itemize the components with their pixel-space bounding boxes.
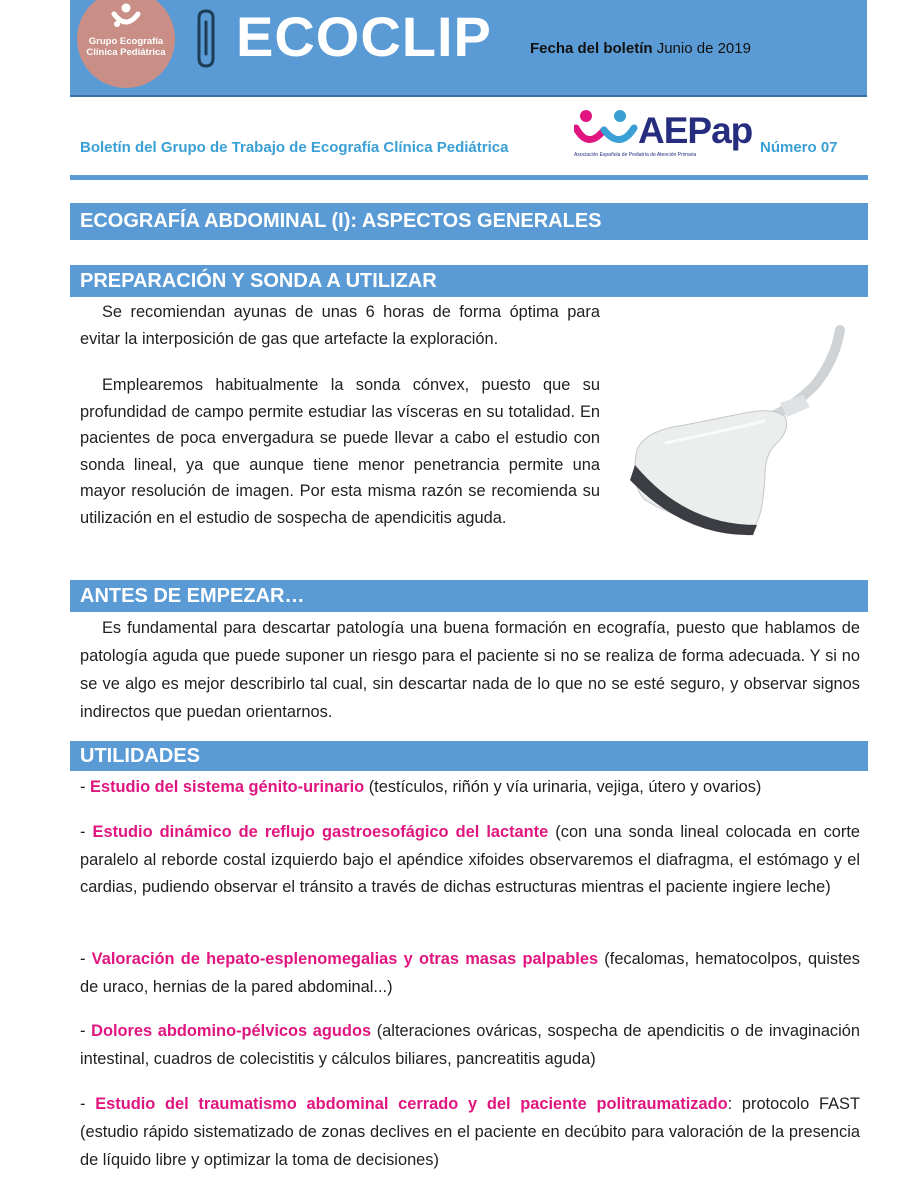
date-value: Junio de 2019: [656, 40, 751, 57]
section-heading-preparacion: PREPARACIÓN Y SONDA A UTILIZAR: [70, 265, 868, 297]
list-item: [80, 819, 860, 902]
preparacion-paragraph-1: Se recomiendan ayunas de unas 6 horas de forma óptima para evitar la interposición de gas que artefacte la exploración.: [80, 303, 600, 348]
list-item: [80, 1090, 860, 1174]
list-item: [80, 774, 860, 801]
preparacion-paragraph-2: Emplearemos habitualmente la sonda cónvex, puesto que su profundidad de campo permite estudiar las vísceras en su totalidad. En pacientes de poca envergadura se puede llevar a cabo el estudio con sonda lineal, ya que aunque tiene menor penetrancia permite una mayor resolución de imagen. Por esta misma razón se recomienda su utilización en el estudio de sospecha de apendicitis aguda.: [80, 376, 600, 527]
list-item-text: (con una sonda lineal colocada en corte paralelo al reborde costal izquierdo bajo el apéndice xifoides observaremos el diafragma, el estómago y el cardias, pudiendo observar el tránsito a través de dichas estructuras mientras el paciente ingiere leche): [80, 823, 861, 896]
list-item-title: Estudio del traumatismo abdominal cerrado y del paciente politraumatizado: [95, 1095, 728, 1113]
list-item-title: Estudio dinámico de reflujo gastroesofágico del lactante: [92, 823, 549, 841]
section-heading-utilidades: UTILIDADES: [70, 741, 868, 771]
list-item-text: : protocolo FAST (estudio rápido sistematizado de zonas declives en el paciente en decúbito para valoración de la presencia de líquido libre y optimizar la toma de decisiones): [80, 1095, 860, 1169]
list-item-dash: -: [80, 1095, 96, 1113]
newsletter-header: [70, 0, 867, 97]
group-logo-text: Grupo Ecografía Clínica Pediátrica: [86, 36, 166, 58]
aepap-tagline: Asociación Española de Pediatría de Atención Primaria: [574, 152, 697, 158]
antes-paragraph: Es fundamental para descartar patología una buena formación en ecografía, puesto que hablamos de patología aguda que puede suponer un riesgo para el paciente si no se realiza de forma adecuada. Y si no se ve algo es mejor describirlo tal cual, sin descartar nada de lo que no se esté seguro, y observar signos indirectos que puedan orientarnos.: [80, 619, 860, 721]
main-title: ECOGRAFÍA ABDOMINAL (I): ASPECTOS GENERALES: [70, 203, 868, 240]
section-heading-antes: ANTES DE EMPEZAR…: [70, 580, 868, 612]
issue-number: Número 07: [760, 139, 838, 156]
list-item: [80, 945, 860, 1001]
list-item-dash: -: [80, 823, 93, 841]
list-item: [80, 1017, 860, 1073]
aepap-logo: [574, 106, 753, 164]
newsletter-title: ECOCLIP: [236, 5, 492, 68]
list-item-text: (testículos, riñón y vía urinaria, vejiga, útero y ovarios): [364, 778, 762, 796]
aepap-wordmark: AEPap: [638, 110, 753, 151]
list-item-dash: -: [80, 950, 92, 968]
list-item-title: Dolores abdomino-pélvicos agudos: [91, 1022, 372, 1040]
date-label: Fecha del boletín: [530, 40, 653, 57]
list-item-dash: -: [80, 1022, 92, 1040]
mother-child-icon: [77, 2, 175, 32]
newsletter-date: [530, 40, 751, 57]
list-item-text: (fecalomas, hematocolpos, quistes de uraco, hernias de la pared abdominal...): [80, 950, 860, 996]
group-logo: [77, 0, 175, 88]
newsletter-subtitle: Boletín del Grupo de Trabajo de Ecografía Clínica Pediátrica: [80, 139, 509, 156]
header-divider: [70, 175, 868, 180]
list-item-dash: -: [80, 778, 91, 796]
list-item-text: (alteraciones ováricas, sospecha de apendicitis o de invaginación intestinal, cuadros de colecistitis y cálculos biliares, pancreatitis aguda): [80, 1022, 860, 1068]
aepap-figures-icon: [574, 106, 644, 152]
list-item-title: Estudio del sistema génito-urinario: [90, 778, 365, 796]
convex-probe-image: [625, 325, 855, 545]
paperclip-icon: [188, 8, 222, 70]
list-item-title: Valoración de hepato-esplenomegalias y otras masas palpables: [91, 950, 599, 968]
